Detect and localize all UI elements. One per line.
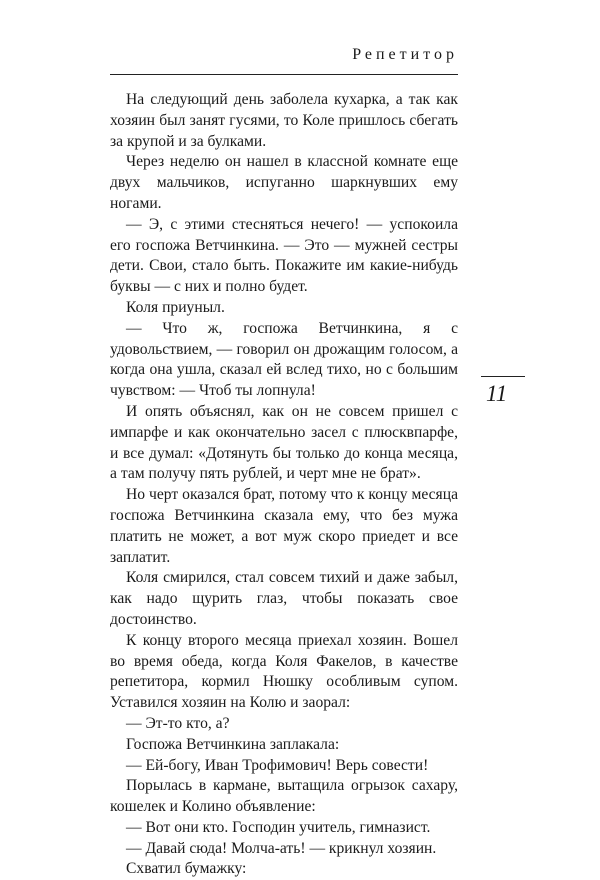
paragraph: Госпожа Ветчинкина заплакала:: [126, 735, 340, 753]
paragraph: Через неделю он нашел в классной комнате еще двух мальчиков, испуганно шаркнувших ему ногами.: [110, 153, 458, 212]
paragraph: — Вот они кто. Господин учитель, гимназист.: [126, 818, 431, 836]
paragraph: Коля смирился, стал совсем тихий и даже забыл, как надо щурить глаз, чтобы показать свое достоинство.: [110, 569, 458, 628]
paragraph: Но черт оказался брат, потому что к концу месяца госпожа Ветчинкина сказала ему, что без мужа платить не может, а вот муж скоро приедет и все заплатит.: [110, 486, 458, 566]
paragraph: — Э, с этими стесняться нечего! — успокоила его госпожа Ветчинкина. — Это — мужней сестры дети. Свои, стало быть. Покажите им какие-нибудь буквы — с них и полно будет.: [110, 215, 458, 296]
running-header: Репетитор: [352, 46, 458, 63]
paragraph: И опять объяснял, как он не совсем пришел с импарфе и как окончательно засел с плюсквпарфе, и все думал: «Дотянуть бы только до конца месяца, а там получу пять рублей, и черт мне не брат».: [110, 402, 458, 483]
body-text: [110, 90, 458, 880]
paragraph: К концу второго месяца приехал хозяин. Вошел во время обеда, когда Коля Факелов, в качестве репетитора, кормил Нюшку особливым супом. Уставился хозяин на Колю и заорал:: [110, 631, 458, 712]
paragraph: — Ей-богу, Иван Трофимович! Верь совести!: [126, 756, 429, 774]
page-number-rule: [481, 376, 525, 377]
header-rule: [110, 74, 458, 75]
paragraph: — Давай сюда! Молча-ать! — крикнул хозяин.: [126, 839, 437, 857]
paragraph: Схватил бумажку:: [126, 860, 247, 878]
page-number: 11: [486, 381, 508, 406]
paragraph: Порылась в кармане, вытащила огрызок сахару, кошелек и Колино объявление:: [110, 777, 458, 816]
paragraph: На следующий день заболела кухарка, а так как хозяин был занят гусями, то Коле пришлось сбегать за крупой и за булками.: [110, 91, 458, 150]
paragraph: Коля приуныл.: [126, 298, 225, 316]
paragraph: — Эт-то кто, а?: [126, 714, 230, 732]
paragraph: — Что ж, госпожа Ветчинкина, я с удовольствием, — говорил он дрожащим голосом, а когда она ушла, сказал ей вслед тихо, но с большим чувством: — Чтоб ты лопнула!: [110, 319, 458, 400]
